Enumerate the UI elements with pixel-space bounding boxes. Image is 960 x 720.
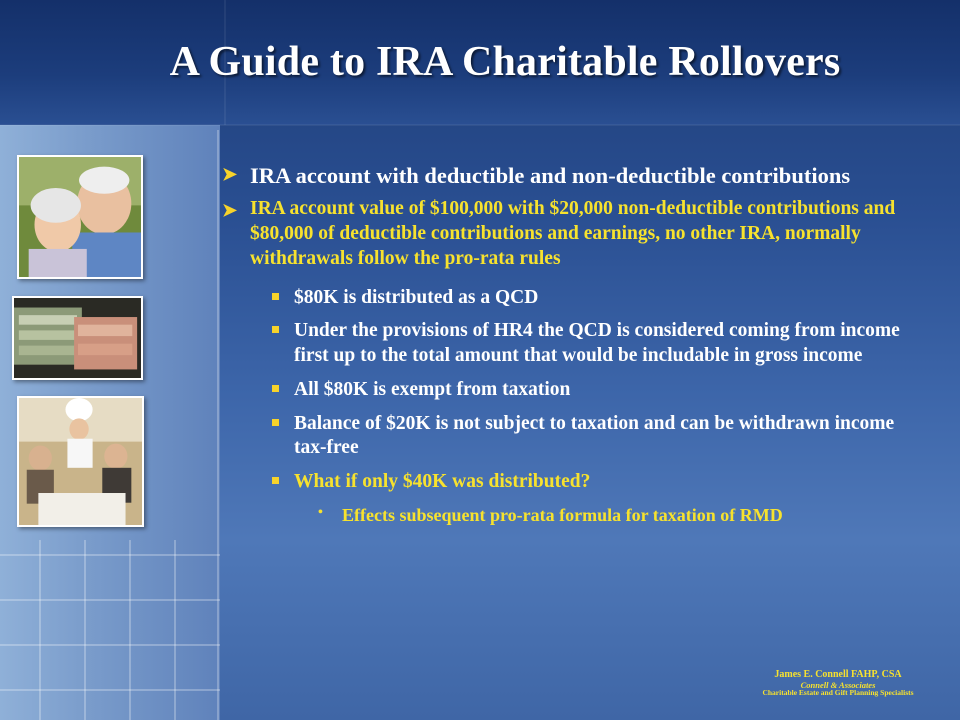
sub-bullet-item xyxy=(222,319,912,369)
presenter-name: James E. Connell FAHP, CSA xyxy=(774,669,902,680)
bullet-text: IRA account value of $100,000 with $20,000 non-deductible contributions and $80,000 of deductible contributions and earnings, no other IRA, normally withdrawals follow the pro-rata rules xyxy=(250,198,896,269)
square-bullet-icon xyxy=(272,477,279,484)
sub-sub-bullet-text: Effects subsequent pro-rata formula for taxation of RMD xyxy=(342,504,783,525)
sub-bullet-text: Under the provisions of HR4 the QCD is considered coming from income first up to the total amount that would be includable in gross income xyxy=(294,320,900,367)
bullet-text: IRA account with deductible and non-deductible contributions xyxy=(250,163,851,188)
sub-sub-bullet-item xyxy=(222,504,912,527)
square-bullet-icon xyxy=(272,385,279,392)
arrow-bullet-icon: ➤ xyxy=(222,200,238,221)
sub-bullet-item xyxy=(222,378,912,403)
square-bullet-icon xyxy=(272,419,279,426)
dining-seniors-photo xyxy=(17,396,144,527)
sub-bullet-text: All $80K is exempt from taxation xyxy=(294,378,571,400)
firm-name: Connell & Associates xyxy=(800,679,876,690)
bullet-item xyxy=(222,162,912,189)
elderly-couple-photo xyxy=(17,155,143,279)
firm-tagline: Charitable Estate and Gift Planning Specialists xyxy=(762,688,914,698)
sub-bullet-text: $80K is distributed as a QCD xyxy=(294,286,539,308)
sub-bullet-item xyxy=(222,470,912,495)
arrow-bullet-icon: ➤ xyxy=(222,164,238,184)
sub-bullet-item xyxy=(222,286,912,311)
square-bullet-icon xyxy=(272,293,279,300)
sub-bullet-text: Balance of $20K is not subject to taxation and can be withdrawn income tax-free xyxy=(294,412,895,459)
dot-bullet-icon: • xyxy=(318,504,323,520)
slide-title: A Guide to IRA Charitable Rollovers xyxy=(169,39,841,85)
square-bullet-icon xyxy=(272,326,279,333)
slide-body xyxy=(222,162,912,526)
presenter-footer xyxy=(738,670,938,697)
bullet-item xyxy=(222,197,912,271)
sub-bullet-item xyxy=(222,412,912,462)
money-stacks-photo xyxy=(12,296,143,380)
sub-bullet-text: What if only $40K was distributed? xyxy=(294,471,591,493)
